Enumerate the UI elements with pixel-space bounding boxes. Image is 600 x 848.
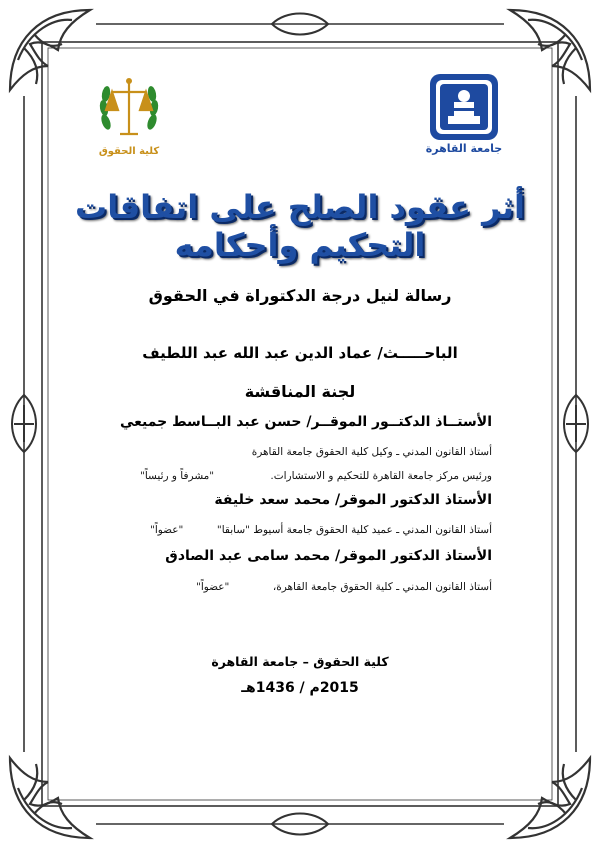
committee-member-name: الأستاذ الدكتور الموقر/ محمد سامى عبد الصادق [165,548,492,564]
faculty-of-law-logo [96,72,162,164]
corner-ornament-tl [10,10,90,90]
cairo-logo-caption: جامعة القاهرة [425,142,503,155]
thesis-title: أثر عقود الصلح على اتفاقات التحكيم وأحكامه [75,188,525,264]
corner-ornament-bl [10,758,90,838]
committee-member-role: "عضواً" [196,581,230,593]
committee-heading: لجنة المناقشة [244,382,356,401]
committee-member-role: "عضواً" [150,524,184,536]
corner-ornament-tr [510,10,590,90]
corner-ornament-br [510,758,590,838]
committee-member-affiliation: أستاذ القانون المدني ـ وكيل كلية الحقوق جامعة القاهرة [251,446,492,458]
institution-line: كلية الحقوق – جامعة القاهرة [211,654,389,669]
committee-member-name: الأستــاذ الدكتــور الموقــر/ حسن عبد البــاسط جميعي [119,414,492,430]
committee-member-affiliation: أستاذ القانون المدني ـ عميد كلية الحقوق جامعة أسيوط "سابقا" [216,524,492,536]
committee-member-role: "مشرفاً و رئيساً" [140,470,215,482]
cairo-university-logo [424,72,504,162]
researcher-name: الباحـــــث/ عماد الدين عبد الله عبد اللطيف [142,344,458,362]
committee-member-name: الأستاذ الدكتور الموقر/ محمد سعد خليفة [214,492,492,508]
committee-member-affiliation: ورئيس مركز جامعة القاهرة للتحكيم و الاستشارات. [270,470,492,482]
law-logo-caption: كلية الحقوق [98,146,160,157]
committee-member-affiliation: أستاذ القانون المدني ـ كلية الحقوق جامعة القاهرة، [272,581,492,593]
degree-subtitle: رسالة لنيل درجة الدكتوراة في الحقوق [148,286,452,305]
date-line: 2015م / 1436هـ [241,680,359,696]
